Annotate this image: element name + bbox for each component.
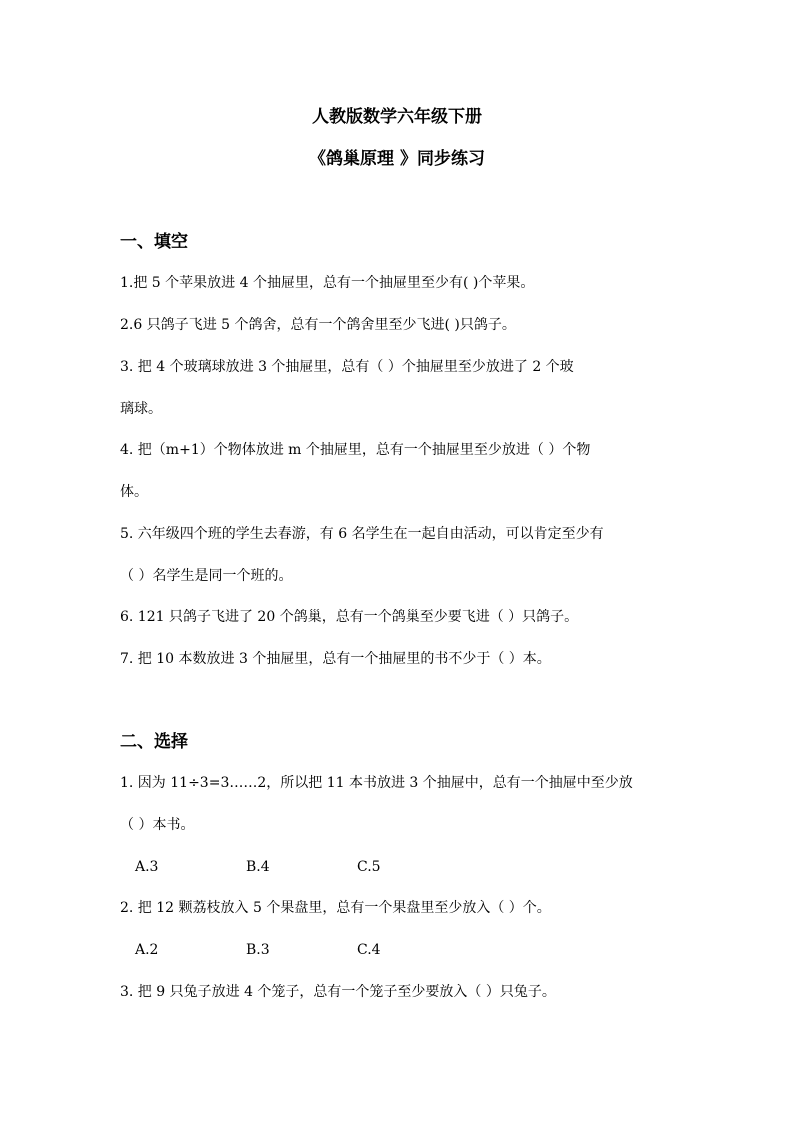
option-c: C.4 — [357, 942, 381, 958]
question-line-continuation: （ ）名学生是同一个班的。 — [120, 568, 293, 584]
option-a: A.3 — [135, 859, 159, 875]
section-heading-fill-in: 一、填空 — [120, 232, 188, 252]
question-line-continuation: （ ）本书。 — [120, 817, 195, 833]
option-a: A.2 — [135, 942, 159, 958]
question-line: 2.6 只鸽子飞进 5 个鸽舍，总有一个鸽舍里至少飞进( )只鸽子。 — [120, 317, 516, 333]
section-heading-choice: 二、选择 — [120, 732, 188, 752]
question-line: 1. 因为 11÷3=3……2，所以把 11 本书放进 3 个抽屉中，总有一个抽屉中至少放 — [120, 775, 633, 791]
option-c: C.5 — [357, 859, 381, 875]
question-line: 1.把 5 个苹果放进 4 个抽屉里，总有一个抽屉里至少有( )个苹果。 — [120, 275, 535, 291]
question-line: 6. 121 只鸽子飞进了 20 个鸽巢，总有一个鸽巢至少要飞进（ ）只鸽子。 — [120, 609, 579, 625]
question-line: 2. 把 12 颗荔枝放入 5 个果盘里，总有一个果盘里至少放入（ ）个。 — [120, 900, 551, 916]
page-title: 人教版数学六年级下册 — [312, 107, 482, 127]
question-line: 7. 把 10 本数放进 3 个抽屉里，总有一个抽屉里的书不少于（ ）本。 — [120, 651, 551, 667]
option-b: B.4 — [246, 859, 270, 875]
question-line: 5. 六年级四个班的学生去春游，有 6 名学生在一起自由活动，可以肯定至少有 — [120, 526, 604, 542]
question-line: 4. 把（m+1）个物体放进 m 个抽屉里，总有一个抽屉里至少放进（ ）个物 — [120, 442, 591, 458]
page-subtitle: 《鸽巢原理 》同步练习 — [309, 149, 485, 169]
option-b: B.3 — [246, 942, 270, 958]
question-line: 3. 把 4 个玻璃球放进 3 个抽屉里，总有（ ）个抽屉里至少放进了 2 个玻 — [120, 359, 574, 375]
question-line: 3. 把 9 只兔子放进 4 个笼子，总有一个笼子至少要放入（ ）只兔子。 — [120, 984, 556, 1000]
question-line-continuation: 体。 — [120, 484, 148, 500]
question-line-continuation: 璃球。 — [120, 401, 162, 417]
